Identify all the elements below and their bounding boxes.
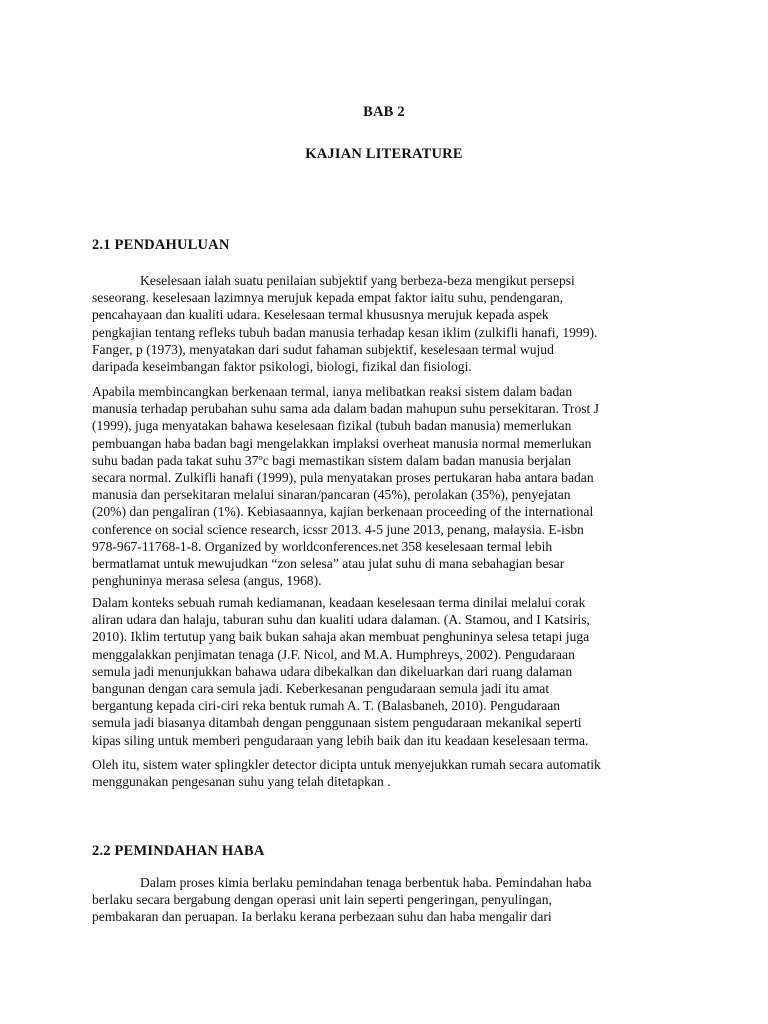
text-line: Oleh itu, sistem water splingkler detector dicipta untuk menyejukkan rumah secara automatik [92,757,601,772]
text-line: Apabila membincangkan berkenaan termal, ianya melibatkan reaksi sistem dalam badan [92,384,573,399]
paragraph-rumah-kediaman [92,594,682,749]
text-line: pembuangan haba badan bagi mengelakkan implaksi overheat manusia normal memerlukan [92,435,592,451]
text-line: Dalam konteks sebuah rumah kediamanan, keadaan keselesaan terma dinilai melalui corak [92,595,586,610]
text-line: bergantung kepada ciri-ciri reka bentuk rumah A. T. (Balasbaneh, 2010). Pengudaraan [92,698,561,714]
text-line: manusia dan persekitaran melalui sinaran/pancaran (45%), perolakan (35%), penyejatan [92,487,571,503]
text-line: daripada keseimbangan faktor psikologi, biologi, fizikal dan fisiologi. [92,359,472,375]
text-line: semula jadi biasanya ditambah dengan penggunaan sistem pengudaraan mekanikal seperti [92,715,582,731]
text-line: menggalakkan penjimatan tenaga (J.F. Nicol, and M.A. Humphreys, 2002). Pengudaraan [92,646,575,662]
text-line: semula jadi menunjukkan bahawa udara dibekalkan dan dikeluarkan dari ruang dalaman [92,663,573,679]
paragraph-termal [92,383,682,589]
chapter-number: BAB 2 [363,104,405,120]
text-line: (1999), juga menyatakan bahawa keselesaan fizikal (tubuh badan manusia) memerlukan [92,418,572,434]
text-line: (20%) dan pengaliran (1%). Kebiasaannya, kajian berkenaan proceeding of the international [92,504,594,520]
text-line: Fanger, p (1973), menyatakan dari sudut fahaman subjektif, keselesaan termal wujud [92,341,554,357]
text-line: manusia terhadap perubahan suhu sama ada dalam badan mahupun suhu persekitaran. Trost J [92,401,599,417]
section-heading-pemindahan-haba: 2.2 PEMINDAHAN HABA [92,843,265,859]
text-line: aliran udara dan halaju, taburan suhu dan kualiti udara dalaman. (A. Stamou, and I Katsiris, [92,612,590,628]
text-line: pengkajian tentang refleks tubuh badan manusia terhadap kesan iklim (zulkifli hanafi, 1999). [92,324,598,340]
paragraph-pemindahan-haba [92,874,682,926]
text-line: suhu badan pada takat suhu 37ºc bagi memastikan sistem dalam badan manusia berjalan [92,452,572,468]
text-line: berlaku secara bergabung dengan operasi unit lain seperti pengeringan, penyulingan, [92,892,552,908]
text-line: menggunakan pengesanan suhu yang telah ditetapkan . [92,774,391,790]
paragraph-sistem-splingkler [92,756,682,790]
section-heading-pendahuluan: 2.1 PENDAHULUAN [92,237,230,253]
text-line: pencahayaan dan kualiti udara. Keselesaan termal khususnya merujuk kepada aspek [92,307,549,323]
text-line: Dalam proses kimia berlaku pemindahan tenaga berbentuk haba. Pemindahan haba [140,875,592,890]
text-line: kipas siling untuk memberi pengudaraan yang lebih baik dan itu keadaan keselesaan terma. [92,732,589,748]
paragraph-keselesaan [92,272,682,375]
text-line: bermatlamat untuk mewujudkan “zon selesa” atau julat suhu di mana sebahagian besar [92,556,565,572]
text-line: bangunan dengan cara semula jadi. Keberkesanan pengudaraan semula jadi itu amat [92,681,550,697]
text-line: conference on social science research, icssr 2013. 4-5 june 2013, penang, malaysia. E-isbn [92,521,584,537]
text-line: 2010). Iklim tertutup yang baik bukan sahaja akan membuat penghuninya selesa tetapi juga [92,629,590,645]
chapter-title: KAJIAN LITERATURE [305,146,463,162]
text-line: pembakaran dan peruapan. Ia berlaku kerana perbezaan suhu dan haba mengalir dari [92,909,552,925]
text-line: secara normal. Zulkifli hanafi (1999), pula menyatakan proses pertukaran haba antara badan [92,470,594,486]
text-line: Keselesaan ialah suatu penilaian subjektif yang berbeza-beza mengikut persepsi [140,273,575,288]
text-line: seseorang. keselesaan lazimnya merujuk kepada empat faktor iaitu suhu, pendengaran, [92,290,564,306]
text-line: 978-967-11768-1-8. Organized by worldconferences.net 358 keselesaan termal lebih [92,538,553,554]
text-line: penghuninya merasa selesa (angus, 1968). [92,573,322,589]
